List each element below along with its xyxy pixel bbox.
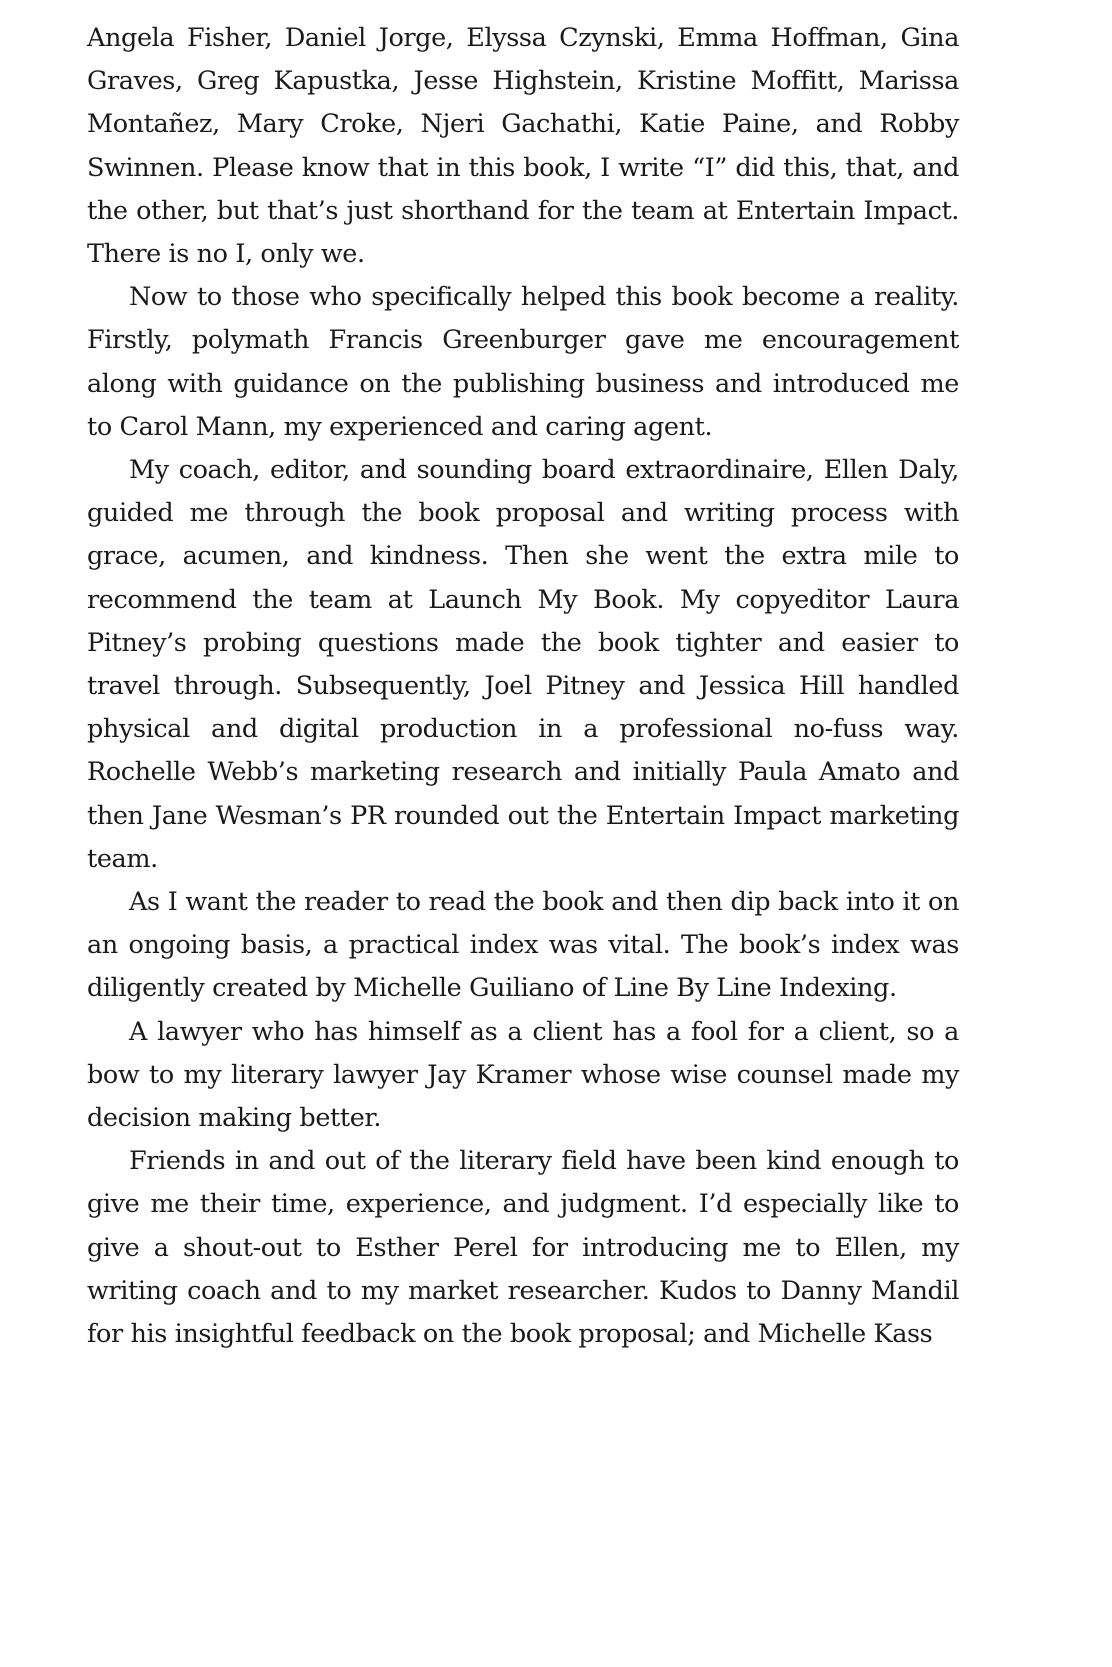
document-page xyxy=(87,17,959,1356)
paragraph: As I want the reader to read the book and then dip back into it on an ongoing basis, a practical index was vital. The book’s index was diligently created by Michelle Guiliano of Line By Line Indexing. xyxy=(87,887,959,1004)
paragraph: Friends in and out of the literary field have been kind enough to give me their time, experience, and judgment. I’d especially like to give a shout-out to Esther Perel for introducing me to Ellen, my writing coach and to my market researcher. Kudos to Danny Mandil for his insightful feedback on the book proposal; and Michelle Kass xyxy=(87,1146,959,1350)
paragraph-continued: Angela Fisher, Daniel Jorge, Elyssa Czynski, Emma Hoffman, Gina Graves, Greg Kapustka, Jesse Highstein, Kristine Moffitt, Marissa Montañez, Mary Croke, Njeri Gachathi, Katie Paine, and Robby Swinnen. Please know that in this book, I write “I” did this, that, and the other, but that’s just shorthand for the team at Entertain Impact. There is no I, only we. xyxy=(87,23,959,270)
paragraph: Now to those who specifically helped this book become a reality. Firstly, polymath Francis Greenburger gave me encouragement along with guidance on the publishing business and introduced me to Carol Mann, my experienced and caring agent. xyxy=(87,282,959,442)
paragraph: My coach, editor, and sounding board extraordinaire, Ellen Daly, guided me through the book proposal and writing process with grace, acumen, and kindness. Then she went the extra mile to recommend the team at Launch My Book. My copyeditor Laura Pitney’s probing questions made the book tighter and easier to travel through. Subsequently, Joel Pitney and Jessica Hill handled physical and digital production in a professional no-fuss way. Rochelle Webb’s marketing research and initially Paula Amato and then Jane Wesman’s PR rounded out the Entertain Impact marketing team. xyxy=(87,455,959,874)
paragraph: A lawyer who has himself as a client has a fool for a client, so a bow to my literary lawyer Jay Kramer whose wise counsel made my decision making better. xyxy=(87,1016,959,1134)
